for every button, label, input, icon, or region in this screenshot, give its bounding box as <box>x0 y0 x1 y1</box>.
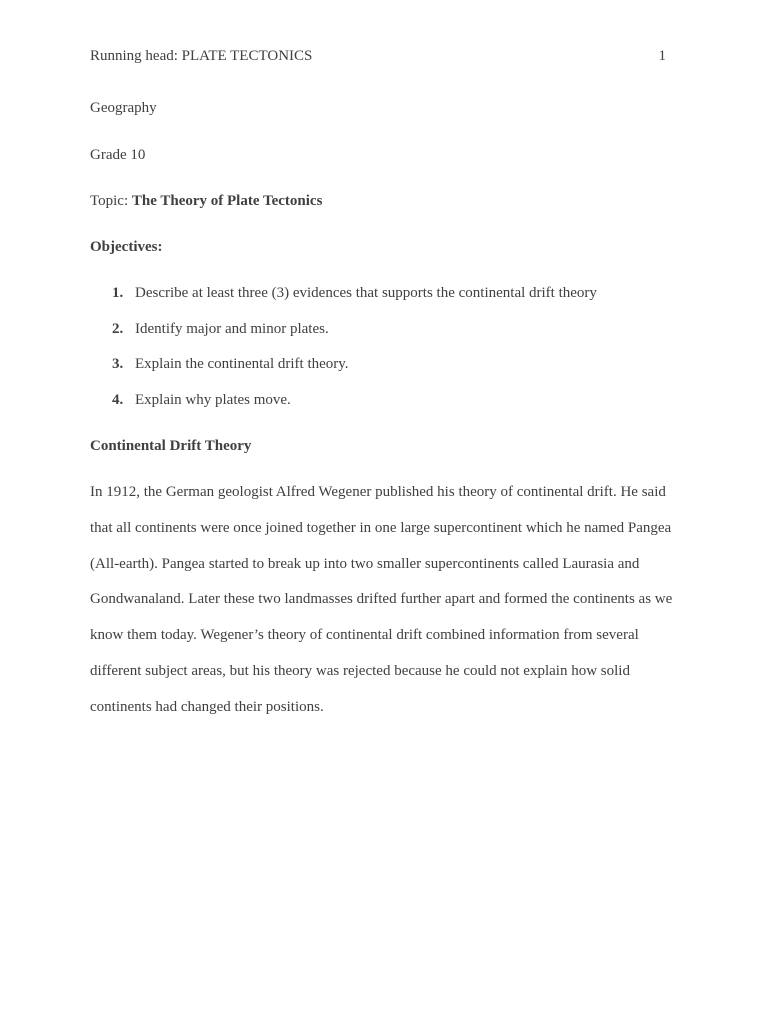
paragraph-line: different subject areas, but his theory was rejected because he could not explain how solid <box>90 662 630 679</box>
objective-item <box>112 354 349 374</box>
objective-item <box>112 319 329 339</box>
section-heading: Continental Drift Theory <box>90 438 252 454</box>
objective-item <box>112 283 597 303</box>
objective-text: Explain the continental drift theory. <box>135 356 349 372</box>
page-number: 1 <box>658 48 666 64</box>
topic-line <box>90 191 322 211</box>
body-paragraph <box>90 481 680 732</box>
topic-label: Topic: <box>90 193 132 209</box>
objective-text: Describe at least three (3) evidences that supports the continental drift theory <box>135 285 597 301</box>
objectives-heading: Objectives: <box>90 239 163 255</box>
objective-text: Explain why plates move. <box>135 392 291 408</box>
grade-line: Grade 10 <box>90 147 146 163</box>
paragraph-line: that all continents were once joined together in one large supercontinent which he named Pangea <box>90 519 672 536</box>
objective-number: 1. <box>112 285 124 301</box>
running-head: Running head: PLATE TECTONICS <box>90 48 313 64</box>
objective-number: 2. <box>112 321 124 337</box>
objective-number: 4. <box>112 392 124 408</box>
objective-text: Identify major and minor plates. <box>135 321 329 337</box>
objective-number: 3. <box>112 356 124 372</box>
topic-title: The Theory of Plate Tectonics <box>131 193 323 209</box>
objective-item <box>112 390 291 410</box>
paragraph-line: In 1912, the German geologist Alfred Wegener published his theory of continental drift. He said <box>90 484 666 500</box>
paragraph-line: know them today. Wegener’s theory of continental drift combined information from several <box>90 627 639 644</box>
paragraph-line: (All-earth). Pangea started to break up into two smaller supercontinents called Laurasia and <box>90 555 640 572</box>
paragraph-line: continents had changed their positions. <box>90 698 324 715</box>
paragraph-line: Gondwanaland. Later these two landmasses drifted further apart and formed the continents as we <box>90 591 673 608</box>
page-header <box>90 46 666 66</box>
subject-line: Geography <box>90 100 157 116</box>
